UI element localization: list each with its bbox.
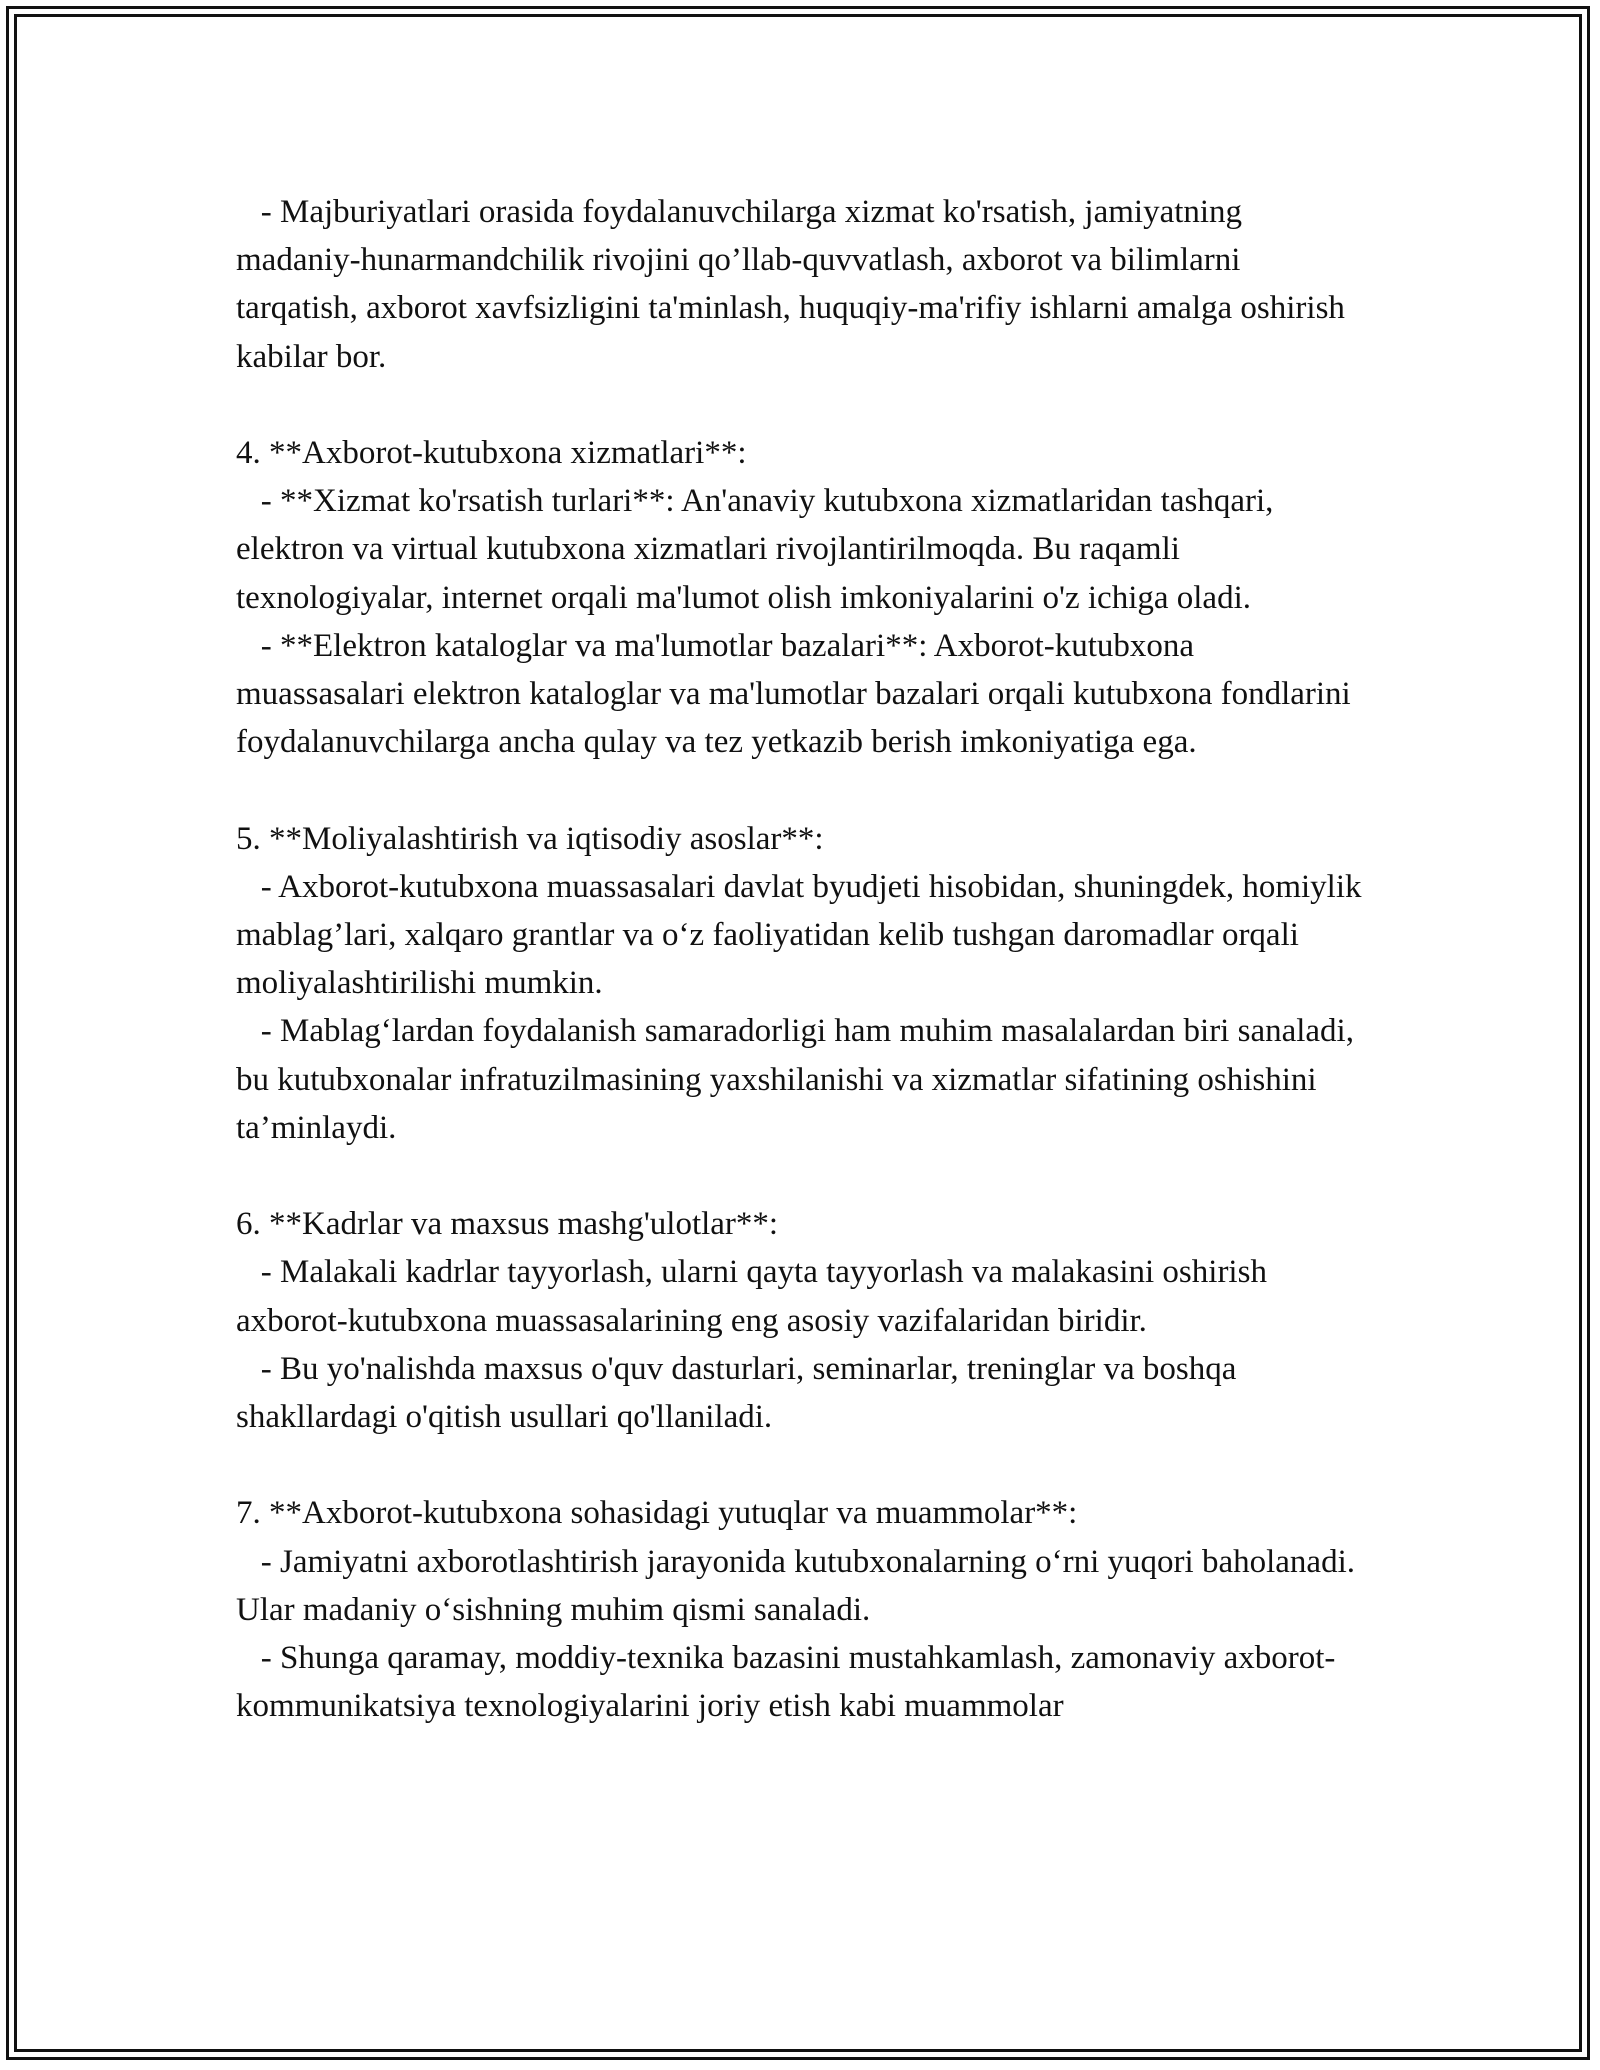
paragraph-gap — [236, 766, 1366, 814]
bullet-training-programs: - Bu yo'nalishda maxsus o'quv dasturlari, seminarlar, treninglar va boshqa shakllardagi o'qitish usullari qo'llaniladi. — [236, 1350, 1245, 1436]
section-heading-5: 5. **Moliyalashtirish va iqtisodiy asoslar**: — [236, 820, 824, 857]
bullet-service-types: - **Xizmat ko'rsatish turlari**: An'anaviy kutubxona xizmatlaridan tashqari, elektron va virtual kutubxona xizmatlari rivojlantirilmoqda. Bu raqamli texnologiyalar, internet orqali ma'lumot olish imkoniyalarini o'z ichiga oladi. — [236, 483, 1282, 616]
bullet-electronic-catalogs: - **Elektron kataloglar va ma'lumotlar bazalari**: Axborot-kutubxona muassasalari elektron kataloglar va ma'lumotlar bazalari orqali kutubxona fondlarini foydalanuvchilarga ancha qulay va tez yetkazib berish imkoniyatiga ega. — [236, 627, 1359, 761]
paragraph-gap — [236, 1152, 1366, 1200]
bullet-problems: - Shunga qaramay, moddiy-texnika bazasini mustahkamlash, zamonaviy axborot-kommunikatsiya texnologiyalarini joriy etish kabi muammolar — [236, 1640, 1336, 1725]
section-heading-4: 4. **Axborot-kutubxona xizmatlari**: — [236, 435, 747, 471]
document-body — [236, 188, 1370, 1730]
bullet-achievements: - Jamiyatni axborotlashtirish jarayonida kutubxonalarning o‘rni yuqori baholanadi. Ular madaniy o‘sishning muhim qismi sanaladi. — [236, 1543, 1364, 1628]
bullet-staff-training: - Malakali kadrlar tayyorlash, ularni qayta tayyorlash va malakasini oshirish axborot-kutubxona muassasalarining eng asosiy vazifalaridan biridir. — [236, 1254, 1276, 1339]
paragraph-gap — [236, 381, 1366, 429]
section-heading-7: 7. **Axborot-kutubxona sohasidagi yutuqlar va muammolar**: — [236, 1495, 1078, 1532]
bullet-funding-efficiency: - Mablag‘lardan foydalanish samaradorligi ham muhim masalalardan biri sanaladi, bu kutubxonalar infratuzilmasining yaxshilanishi va xizmatlar sifatining oshishini ta’minlaydi. — [236, 1013, 1363, 1146]
paragraph-gap — [236, 1441, 1366, 1489]
section-heading-6: 6. **Kadrlar va maxsus mashg'ulotlar**: — [236, 1206, 779, 1243]
bullet-obligations: - Majburiyatlari orasida foydalanuvchilarga xizmat ko'rsatish, jamiyatning madaniy-hunarmandchilik rivojini qo’llab-quvvatlash, axborot va bilimlarni tarqatish, axborot xavfsizligini ta'minlash, huquqiy-ma'rifiy ishlarni amalga oshirish kabilar bor. — [236, 194, 1354, 375]
bullet-funding-sources: - Axborot-kutubxona muassasalari davlat byudjeti hisobidan, shuningdek, homiylik mablag’lari, xalqaro grantlar va o‘z faoliyatidan kelib tushgan daromadlar orqali moliyalashtirilishi mumkin. — [236, 868, 1370, 1002]
